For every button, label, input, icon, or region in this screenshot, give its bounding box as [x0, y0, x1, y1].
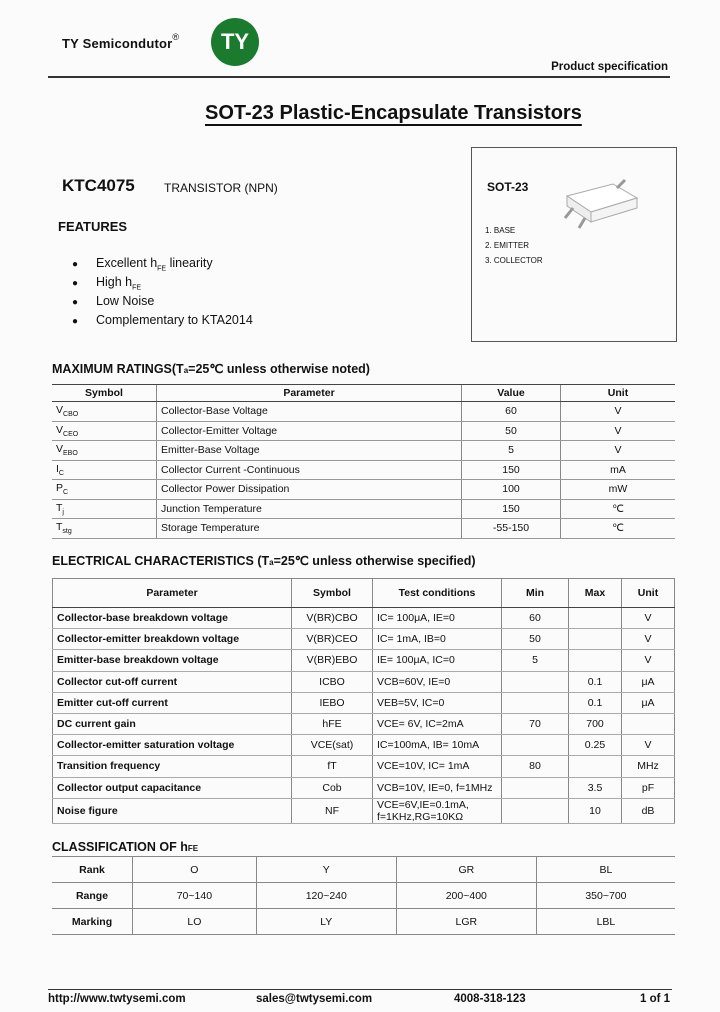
symbol-cell: V(BR)EBO [292, 650, 373, 671]
header-divider [48, 76, 670, 78]
symbol-cell: V(BR)CBO [292, 608, 373, 629]
column-header: Test conditions [373, 579, 502, 608]
min-cell: 80 [502, 756, 569, 777]
column-header: Max [569, 579, 622, 608]
features-heading: FEATURES [58, 219, 128, 234]
bullet-icon: ● [72, 259, 79, 270]
unit-cell: V [622, 629, 675, 650]
feature-text-tail: linearity [166, 256, 213, 270]
table-row [53, 798, 675, 823]
symbol-cell [52, 519, 157, 539]
rank-cell: LGR [396, 909, 536, 935]
symbol-cell: V(BR)CEO [292, 629, 373, 650]
max-ratings-heading: MAXIMUM RATINGS(Ta=25℃ unless otherwise noted) [52, 362, 370, 376]
test-conditions-cell: VCB=60V, IE=0 [373, 671, 502, 692]
max-ratings-table [52, 384, 675, 539]
unit-cell: μA [622, 671, 675, 692]
table-row [53, 608, 675, 629]
unit-cell: V [561, 421, 676, 441]
footer-phone: 4008-318-123 [454, 993, 526, 1005]
rank-cell: 350~700 [536, 883, 675, 909]
table-row [52, 883, 675, 909]
parameter-cell: Collector Current -Continuous [157, 460, 462, 480]
brand-name: TY Semicondutor® [62, 32, 180, 51]
electrical-table [52, 578, 675, 824]
symbol-cell: Cob [292, 777, 373, 798]
rank-cell: BL [536, 857, 675, 883]
parameter-cell: DC current gain [53, 713, 292, 734]
table-row [52, 402, 675, 422]
symbol-cell [52, 499, 157, 519]
value-cell: 150 [462, 499, 561, 519]
unit-cell: μA [622, 692, 675, 713]
symbol-subscript: j [62, 508, 64, 516]
symbol-main: I [56, 462, 59, 475]
rank-cell: Y [256, 857, 396, 883]
parameter-cell: Collector output capacitance [53, 777, 292, 798]
table-row [53, 735, 675, 756]
symbol-cell [52, 441, 157, 461]
feature-text: Low Noise [96, 294, 155, 308]
test-conditions-cell: VEB=5V, IC=0 [373, 692, 502, 713]
parameter-cell: Emitter cut-off current [53, 692, 292, 713]
rank-cell: 120~240 [256, 883, 396, 909]
parameter-cell: Storage Temperature [157, 519, 462, 539]
table-row [53, 777, 675, 798]
max-cell: 0.1 [569, 671, 622, 692]
parameter-cell: Collector-base breakdown voltage [53, 608, 292, 629]
row-label-cell: Rank [52, 857, 133, 883]
table-row [53, 629, 675, 650]
test-conditions-cell: VCB=10V, IE=0, f=1MHz [373, 777, 502, 798]
max-cell: 0.1 [569, 692, 622, 713]
rank-cell: LY [256, 909, 396, 935]
column-header: Symbol [52, 385, 157, 402]
table-row [53, 671, 675, 692]
symbol-cell [52, 402, 157, 422]
parameter-cell: Emitter-base breakdown voltage [53, 650, 292, 671]
unit-cell: V [622, 608, 675, 629]
unit-cell: ℃ [561, 499, 676, 519]
company-logo: TY [211, 18, 259, 66]
table-row [52, 480, 675, 500]
table-row [53, 756, 675, 777]
value-cell: 60 [462, 402, 561, 422]
test-conditions-cell: VCE= 6V, IC=2mA [373, 713, 502, 734]
column-header: Parameter [157, 385, 462, 402]
table-row [52, 857, 675, 883]
max-cell [569, 756, 622, 777]
parameter-cell: Noise figure [53, 798, 292, 823]
feature-subscript: FE [132, 284, 142, 292]
symbol-subscript: EBO [63, 450, 78, 458]
part-type: TRANSISTOR (NPN) [164, 181, 278, 195]
column-header: Parameter [53, 579, 292, 608]
sot23-package-drawing [555, 168, 645, 238]
value-cell: 5 [462, 441, 561, 461]
product-specification-label: Product specification [551, 61, 668, 73]
test-conditions-cell: IE= 100μA, IC=0 [373, 650, 502, 671]
max-cell: 3.5 [569, 777, 622, 798]
rank-cell: LO [133, 909, 257, 935]
max-cell [569, 629, 622, 650]
symbol-subscript: C [63, 489, 69, 497]
max-cell: 700 [569, 713, 622, 734]
table-row [52, 441, 675, 461]
unit-cell: mA [561, 460, 676, 480]
bullet-icon: ● [72, 297, 79, 308]
rank-cell: 200~400 [396, 883, 536, 909]
min-cell [502, 671, 569, 692]
symbol-main: V [56, 404, 64, 417]
package-box [471, 147, 677, 342]
part-number: KTC4075 [62, 176, 135, 195]
bullet-icon: ● [72, 278, 79, 289]
max-cell [569, 608, 622, 629]
column-header: Min [502, 579, 569, 608]
feature-item [72, 313, 253, 327]
symbol-cell: NF [292, 798, 373, 823]
symbol-main: P [56, 482, 64, 495]
parameter-cell: Transition frequency [53, 756, 292, 777]
parameter-cell: Collector-Base Voltage [157, 402, 462, 422]
parameter-cell: Collector-Emitter Voltage [157, 421, 462, 441]
min-cell [502, 798, 569, 823]
feature-item [72, 294, 154, 308]
unit-cell: dB [622, 798, 675, 823]
feature-text: High h [96, 275, 133, 289]
min-cell [502, 777, 569, 798]
feature-subscript: FE [157, 265, 167, 273]
pin-1-label: 1. BASE [485, 226, 516, 235]
test-conditions-cell: IC=100mA, IB= 10mA [373, 735, 502, 756]
page-number: 1 of 1 [640, 993, 671, 1005]
test-conditions-cell: VCE=10V, IC= 1mA [373, 756, 502, 777]
bullet-icon: ● [72, 316, 79, 327]
column-header: Unit [622, 579, 675, 608]
feature-item [72, 256, 213, 273]
table-row [52, 519, 675, 539]
table-row [53, 713, 675, 734]
symbol-cell [52, 480, 157, 500]
symbol-cell: IEBO [292, 692, 373, 713]
table-row [52, 909, 675, 935]
parameter-cell: Collector-emitter saturation voltage [53, 735, 292, 756]
symbol-cell: fT [292, 756, 373, 777]
row-label-cell: Marking [52, 909, 133, 935]
symbol-subscript: CBO [63, 411, 79, 419]
unit-cell: mW [561, 480, 676, 500]
symbol-cell [52, 421, 157, 441]
min-cell: 60 [502, 608, 569, 629]
value-cell: 50 [462, 421, 561, 441]
classification-table [52, 856, 675, 935]
symbol-cell: ICBO [292, 671, 373, 692]
unit-cell: V [561, 402, 676, 422]
feature-text: Excellent h [96, 256, 158, 270]
value-cell: 100 [462, 480, 561, 500]
symbol-cell [52, 460, 157, 480]
parameter-cell: Collector-emitter breakdown voltage [53, 629, 292, 650]
table-row [53, 650, 675, 671]
feature-item [72, 275, 141, 292]
row-label-cell: Range [52, 883, 133, 909]
column-header: Value [462, 385, 561, 402]
symbol-main: V [56, 443, 64, 456]
unit-cell: V [622, 735, 675, 756]
feature-text: Complementary to KTA2014 [96, 313, 253, 327]
unit-cell: pF [622, 777, 675, 798]
unit-cell: V [622, 650, 675, 671]
symbol-main: V [56, 423, 64, 436]
package-name: SOT-23 [487, 180, 529, 194]
pin-2-label: 2. EMITTER [485, 241, 530, 250]
table-row [53, 692, 675, 713]
footer-email-link[interactable]: sales@twtysemi.com [256, 993, 373, 1005]
min-cell: 70 [502, 713, 569, 734]
parameter-cell: Emitter-Base Voltage [157, 441, 462, 461]
unit-cell [622, 713, 675, 734]
rank-cell: O [133, 857, 257, 883]
symbol-main: T [56, 501, 63, 514]
value-cell: -55-150 [462, 519, 561, 539]
table-row [52, 460, 675, 480]
symbol-cell: VCE(sat) [292, 735, 373, 756]
test-conditions-cell: IC= 1mA, IB=0 [373, 629, 502, 650]
classification-heading: CLASSIFICATION OF hFE [52, 840, 199, 854]
table-row [52, 499, 675, 519]
rank-cell: GR [396, 857, 536, 883]
unit-cell: MHz [622, 756, 675, 777]
footer-divider [48, 989, 672, 990]
value-cell: 150 [462, 460, 561, 480]
max-cell: 10 [569, 798, 622, 823]
parameter-cell: Collector cut-off current [53, 671, 292, 692]
electrical-heading: ELECTRICAL CHARACTERISTICS (Ta=25℃ unless otherwise specified) [52, 554, 476, 568]
column-header: Symbol [292, 579, 373, 608]
symbol-subscript: stg [62, 528, 72, 536]
unit-cell: ℃ [561, 519, 676, 539]
rank-cell: LBL [536, 909, 675, 935]
parameter-cell: Junction Temperature [157, 499, 462, 519]
test-conditions-cell: VCE=6V,IE=0.1mA, f=1KHz,RG=10KΩ [373, 798, 502, 823]
max-cell: 0.25 [569, 735, 622, 756]
test-conditions-cell: IC= 100μA, IE=0 [373, 608, 502, 629]
footer-url-link[interactable]: http://www.twtysemi.com [48, 993, 186, 1005]
table-row [52, 421, 675, 441]
symbol-main: T [56, 521, 63, 534]
unit-cell: V [561, 441, 676, 461]
min-cell: 50 [502, 629, 569, 650]
min-cell: 5 [502, 650, 569, 671]
symbol-subscript: C [58, 469, 64, 477]
min-cell [502, 735, 569, 756]
column-header: Unit [561, 385, 676, 402]
min-cell [502, 692, 569, 713]
max-cell [569, 650, 622, 671]
parameter-cell: Collector Power Dissipation [157, 480, 462, 500]
document-title: SOT-23 Plastic-Encapsulate Transistors [205, 102, 582, 124]
rank-cell: 70~140 [133, 883, 257, 909]
symbol-cell: hFE [292, 713, 373, 734]
symbol-subscript: CEO [63, 430, 79, 438]
pin-3-label: 3. COLLECTOR [485, 256, 543, 265]
